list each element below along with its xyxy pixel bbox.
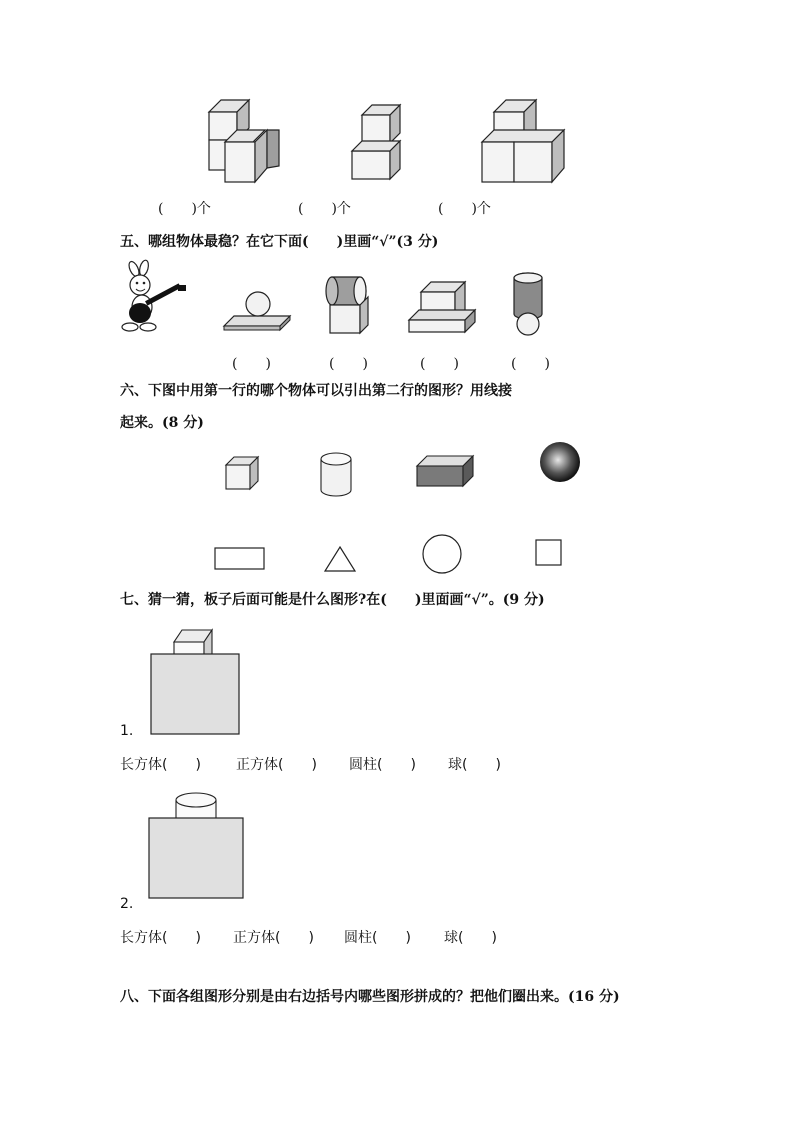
q6-title-line-1: 六、下图中用第一行的哪个物体可以引出第二行的图形？用线接 [120, 383, 512, 399]
q5-title: 五、哪组物体最稳？在它下面( )里画“√”(3 分) [120, 234, 439, 250]
q7-item-1-option-sphere[interactable]: 球( ) [448, 757, 501, 773]
q7-item-1-number: 1. [120, 723, 134, 739]
q7-item-2-option-cuboid[interactable]: 长方体( ) [120, 930, 201, 946]
cube-stack-figure-1 [205, 98, 285, 188]
q6-title-line-2: 起来。(8 分) [120, 415, 204, 431]
board-hiding-cylinder-figure [148, 792, 246, 900]
cylinder-on-cube-figure [326, 273, 376, 335]
q5-blank-4[interactable]: ( ) [511, 356, 550, 372]
board-hiding-cube-figure [150, 628, 242, 736]
cube-stack-figure-3 [478, 98, 573, 188]
cylinder-object[interactable] [318, 452, 354, 498]
q5-blank-1[interactable]: ( ) [232, 356, 271, 372]
q7-item-2-number: 2. [120, 896, 134, 912]
cube-stack-figure-2 [350, 105, 410, 185]
q5-blank-3[interactable]: ( ) [420, 356, 459, 372]
q5-blank-2[interactable]: ( ) [329, 356, 368, 372]
cuboid-object[interactable] [415, 454, 477, 490]
q7-item-1-option-cube[interactable]: 正方体( ) [236, 757, 317, 773]
small-cube-object[interactable] [224, 455, 264, 491]
q7-item-2-option-cube[interactable]: 正方体( ) [233, 930, 314, 946]
q4-answer-1[interactable]: ( )个 [158, 201, 211, 217]
q7-item-2-option-cylinder[interactable]: 圆柱( ) [344, 930, 411, 946]
q7-item-2-option-sphere[interactable]: 球( ) [444, 930, 497, 946]
cube-on-board-figure [407, 280, 479, 336]
rabbit-guitar-illustration [120, 263, 192, 333]
q7-title: 七、猜一猜，板子后面可能是什么图形?在( )里面画“√”。(9 分) [120, 592, 545, 608]
square-shape[interactable] [535, 539, 563, 567]
rectangle-shape[interactable] [214, 547, 266, 571]
q7-item-1-option-cuboid[interactable]: 长方体( ) [120, 757, 201, 773]
q4-answer-2[interactable]: ( )个 [298, 201, 351, 217]
q4-answer-3[interactable]: ( )个 [438, 201, 491, 217]
q8-title: 八、下面各组图形分别是由右边括号内哪些图形拼成的？把他们圈出来。(16 分) [120, 989, 620, 1005]
cylinder-on-sphere-figure [508, 272, 548, 336]
sphere-on-board-figure [222, 288, 294, 333]
circle-shape[interactable] [421, 533, 463, 575]
sphere-object[interactable] [538, 440, 582, 484]
triangle-shape[interactable] [323, 545, 357, 573]
q7-item-1-option-cylinder[interactable]: 圆柱( ) [349, 757, 416, 773]
